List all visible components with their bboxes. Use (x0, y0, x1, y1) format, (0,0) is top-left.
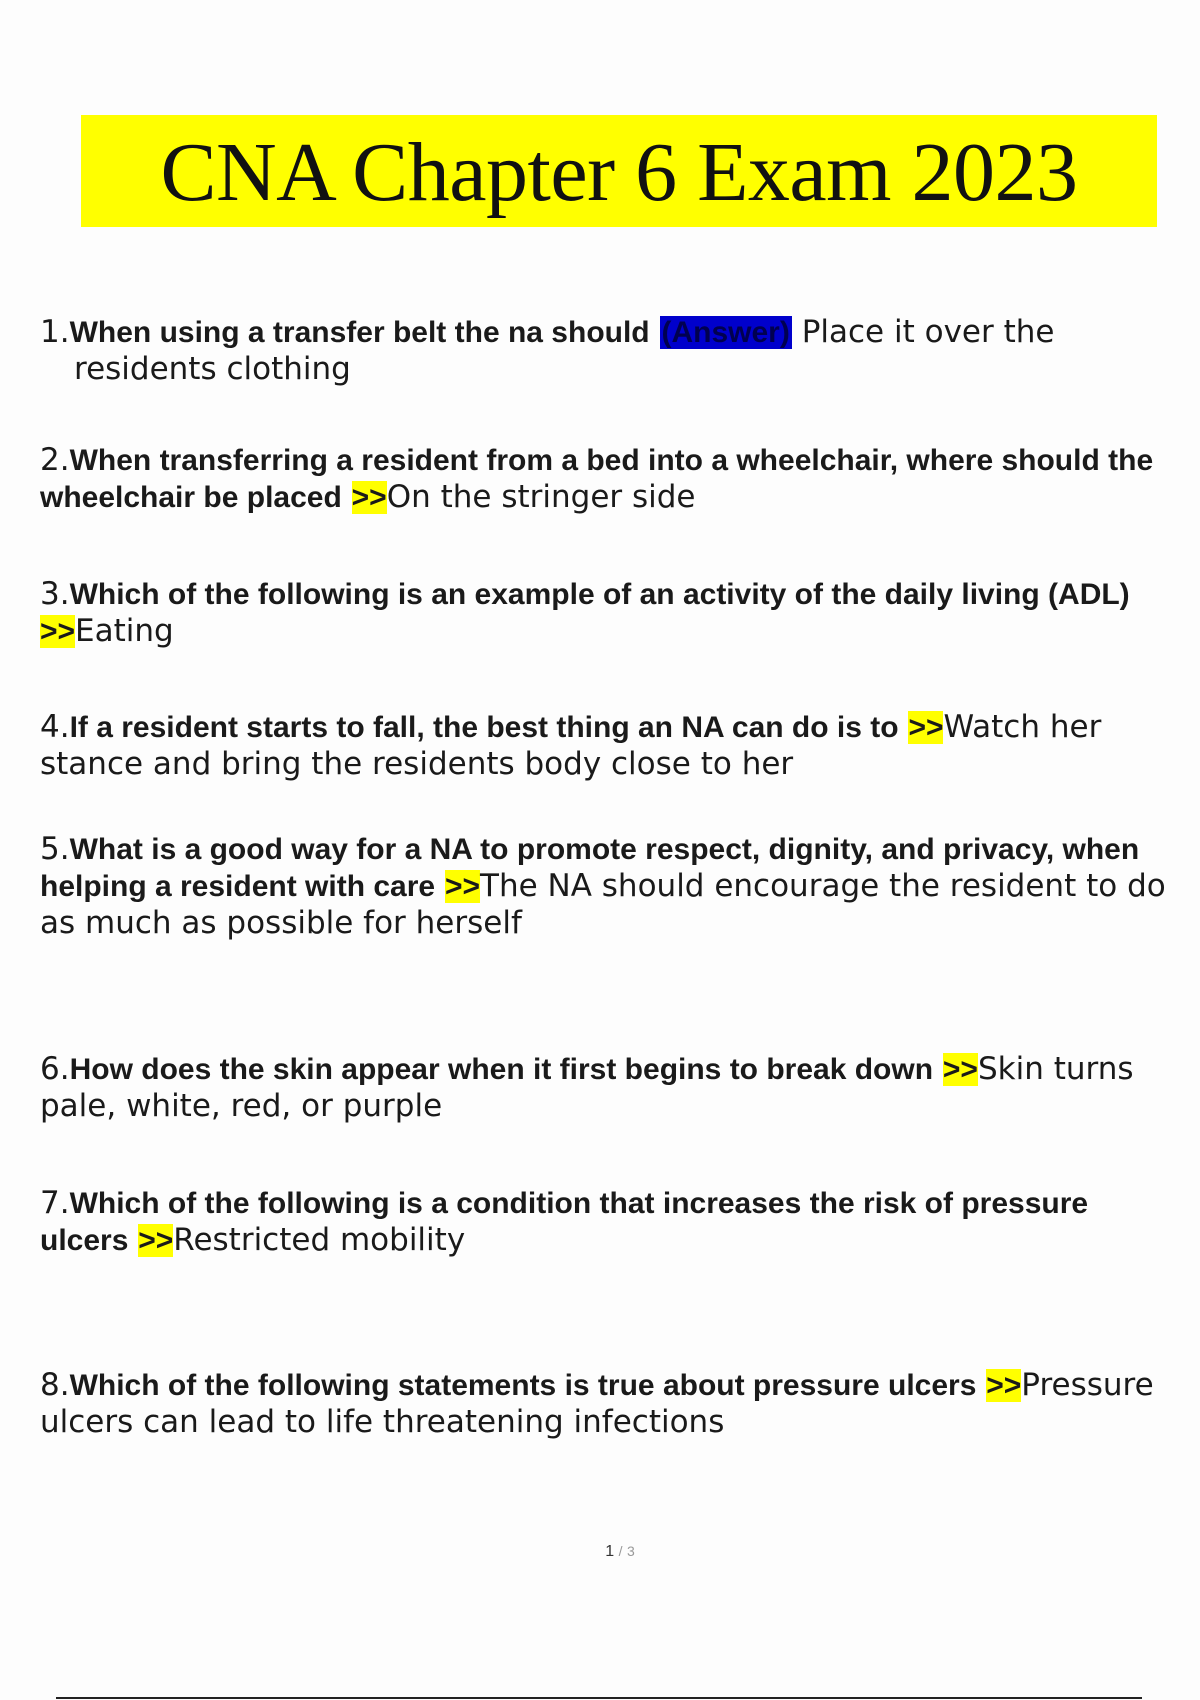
qa-item-8 (40, 1367, 1170, 1440)
question-text: Which of the following is an example of an activity of the daily living (ADL) (69, 578, 1130, 611)
qa-item-4 (40, 709, 1170, 782)
answer-text: Eating (75, 613, 174, 649)
item-number: 2. (40, 442, 70, 478)
question-text: Which of the following statements is true about pressure ulcers (69, 1369, 977, 1402)
answer-marker: >> (351, 481, 387, 514)
answer-text: Pressure ulcers can lead to life threatening infections (40, 1367, 1154, 1440)
document-title: CNA Chapter 6 Exam 2023 (160, 126, 1078, 219)
item-number: 6. (40, 1051, 70, 1087)
question-text: How does the skin appear when it first begins to break down (69, 1053, 934, 1086)
item-number: 4. (40, 709, 70, 745)
answer-text: Skin turns pale, white, red, or purple (40, 1051, 1134, 1124)
question-text: If a resident starts to fall, the best thing an NA can do is to (69, 711, 899, 744)
page-divider (56, 1697, 1142, 1699)
answer-text: The NA should encourage the resident to do as much as possible for herself (40, 868, 1166, 941)
answer-text: On the stringer side (386, 479, 696, 515)
qa-item-2 (40, 442, 1170, 516)
answer-marker: (Answer) (661, 316, 790, 349)
answer-text: Restricted mobility (173, 1222, 466, 1258)
item-number: 1. (40, 314, 70, 350)
answer-text: Place it over the residents clothing (74, 314, 1055, 387)
total-pages: 3 (626, 1543, 635, 1559)
current-page: 1 (605, 1543, 615, 1560)
question-text: When transferring a resident from a bed into a wheelchair, where should the wheelchair be placed (40, 444, 1154, 514)
qa-item-3 (40, 576, 1170, 650)
qa-item-1 (40, 314, 1200, 387)
title-highlight (81, 115, 1157, 227)
answer-marker: >> (138, 1224, 174, 1257)
answer-marker: >> (986, 1369, 1022, 1402)
answer-text: Watch her stance and bring the residents body close to her (40, 709, 1102, 782)
item-number: 3. (40, 576, 70, 612)
question-text: Which of the following is a condition that increases the risk of pressure ulcers (40, 1187, 1089, 1257)
page-indicator (0, 1543, 1200, 1561)
question-text: What is a good way for a NA to promote respect, dignity, and privacy, when helping a resident with care (40, 833, 1140, 903)
item-number: 8. (40, 1367, 70, 1403)
answer-marker: >> (40, 615, 76, 648)
page-separator: / (618, 1543, 623, 1559)
item-number: 5. (40, 831, 70, 867)
question-text: When using a transfer belt the na should (69, 316, 650, 349)
answer-marker: >> (908, 711, 944, 744)
qa-item-6 (40, 1051, 1170, 1124)
qa-item-5 (40, 831, 1170, 941)
answer-marker: >> (942, 1053, 978, 1086)
item-number: 7. (40, 1185, 70, 1221)
answer-marker: >> (444, 870, 481, 903)
qa-item-7 (40, 1185, 1170, 1259)
